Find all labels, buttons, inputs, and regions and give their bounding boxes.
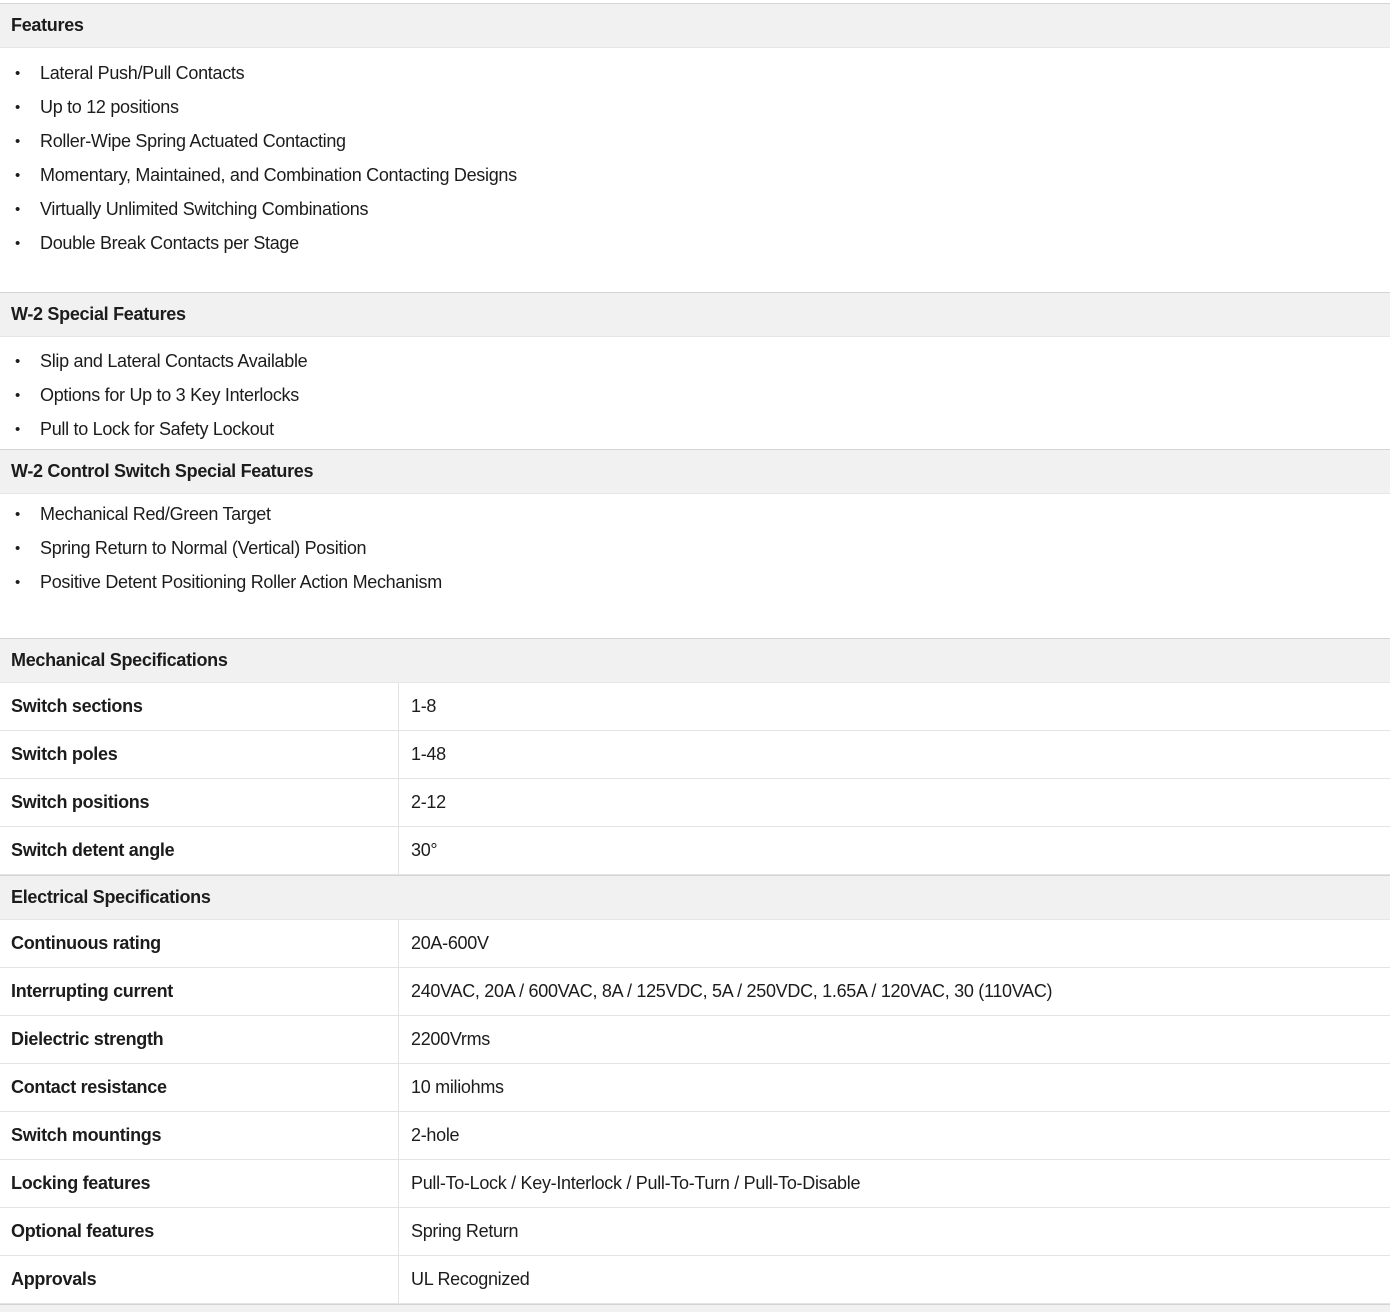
w2-special-features-section-header [0, 292, 1390, 337]
spec-label: Switch sections [0, 683, 399, 730]
spec-value: 1-48 [411, 744, 446, 764]
table-row [0, 1256, 1390, 1304]
mechanical-specifications-title: Mechanical Specifications [11, 650, 228, 670]
list-item: • Double Break Contacts per Stage [0, 226, 1390, 260]
spec-value: 2200Vrms [411, 1029, 490, 1049]
table-row [0, 683, 1390, 731]
table-row [0, 1208, 1390, 1256]
table-row [0, 920, 1390, 968]
mechanical-specifications-table [0, 683, 1390, 875]
table-row [0, 1160, 1390, 1208]
list-item: • Positive Detent Positioning Roller Action Mechanism [0, 565, 1390, 599]
next-section-partial-header [0, 1304, 1390, 1312]
spec-value: 240VAC, 20A / 600VAC, 8A / 125VDC, 5A / 250VDC, 1.65A / 120VAC, 30 (110VAC) [411, 981, 1053, 1001]
spec-label: Interrupting current [0, 968, 399, 1015]
spec-label: Locking features [0, 1160, 399, 1207]
list-item: • Momentary, Maintained, and Combination Contacting Designs [0, 158, 1390, 192]
electrical-specifications-title: Electrical Specifications [11, 887, 211, 907]
list-item: • Spring Return to Normal (Vertical) Position [0, 531, 1390, 565]
list-item: • Pull to Lock for Safety Lockout [0, 412, 1390, 446]
spec-label: Switch detent angle [0, 827, 399, 874]
list-item: • Virtually Unlimited Switching Combinations [0, 192, 1390, 226]
spec-value: 1-8 [411, 696, 437, 716]
spec-label: Switch poles [0, 731, 399, 778]
table-row [0, 1016, 1390, 1064]
spec-label: Dielectric strength [0, 1016, 399, 1063]
features-list [0, 48, 1390, 292]
spec-value: UL Recognized [411, 1269, 530, 1289]
list-item: • Roller-Wipe Spring Actuated Contacting [0, 124, 1390, 158]
table-row [0, 827, 1390, 875]
list-item: • Slip and Lateral Contacts Available [0, 344, 1390, 378]
spec-value: Pull-To-Lock / Key-Interlock / Pull-To-Turn / Pull-To-Disable [411, 1173, 861, 1193]
list-item: • Lateral Push/Pull Contacts [0, 56, 1390, 90]
table-row [0, 731, 1390, 779]
table-row [0, 779, 1390, 827]
features-section-header [0, 3, 1390, 48]
spec-value: 2-12 [411, 792, 446, 812]
w2-control-switch-list [0, 494, 1390, 638]
spec-value: 30° [411, 840, 438, 860]
spec-label: Continuous rating [0, 920, 399, 967]
table-row [0, 1064, 1390, 1112]
spec-label: Contact resistance [0, 1064, 399, 1111]
spec-label: Approvals [0, 1256, 399, 1303]
w2-special-features-section-title: W-2 Special Features [11, 304, 186, 324]
list-item: • Up to 12 positions [0, 90, 1390, 124]
electrical-specifications-header [0, 875, 1390, 920]
mechanical-specifications-header [0, 638, 1390, 683]
w2-control-switch-section-header [0, 449, 1390, 494]
table-row [0, 968, 1390, 1016]
features-section-title: Features [11, 15, 84, 35]
spec-label: Switch mountings [0, 1112, 399, 1159]
spec-label: Switch positions [0, 779, 399, 826]
list-item: • Mechanical Red/Green Target [0, 497, 1390, 531]
spec-value: Spring Return [411, 1221, 519, 1241]
spec-value: 2-hole [411, 1125, 460, 1145]
spec-value: 10 miliohms [411, 1077, 504, 1097]
w2-special-features-list [0, 337, 1390, 449]
spec-value: 20A-600V [411, 933, 489, 953]
list-item: • Options for Up to 3 Key Interlocks [0, 378, 1390, 412]
table-row [0, 1112, 1390, 1160]
spec-label: Optional features [0, 1208, 399, 1255]
electrical-specifications-table [0, 920, 1390, 1304]
w2-control-switch-section-title: W-2 Control Switch Special Features [11, 461, 314, 481]
